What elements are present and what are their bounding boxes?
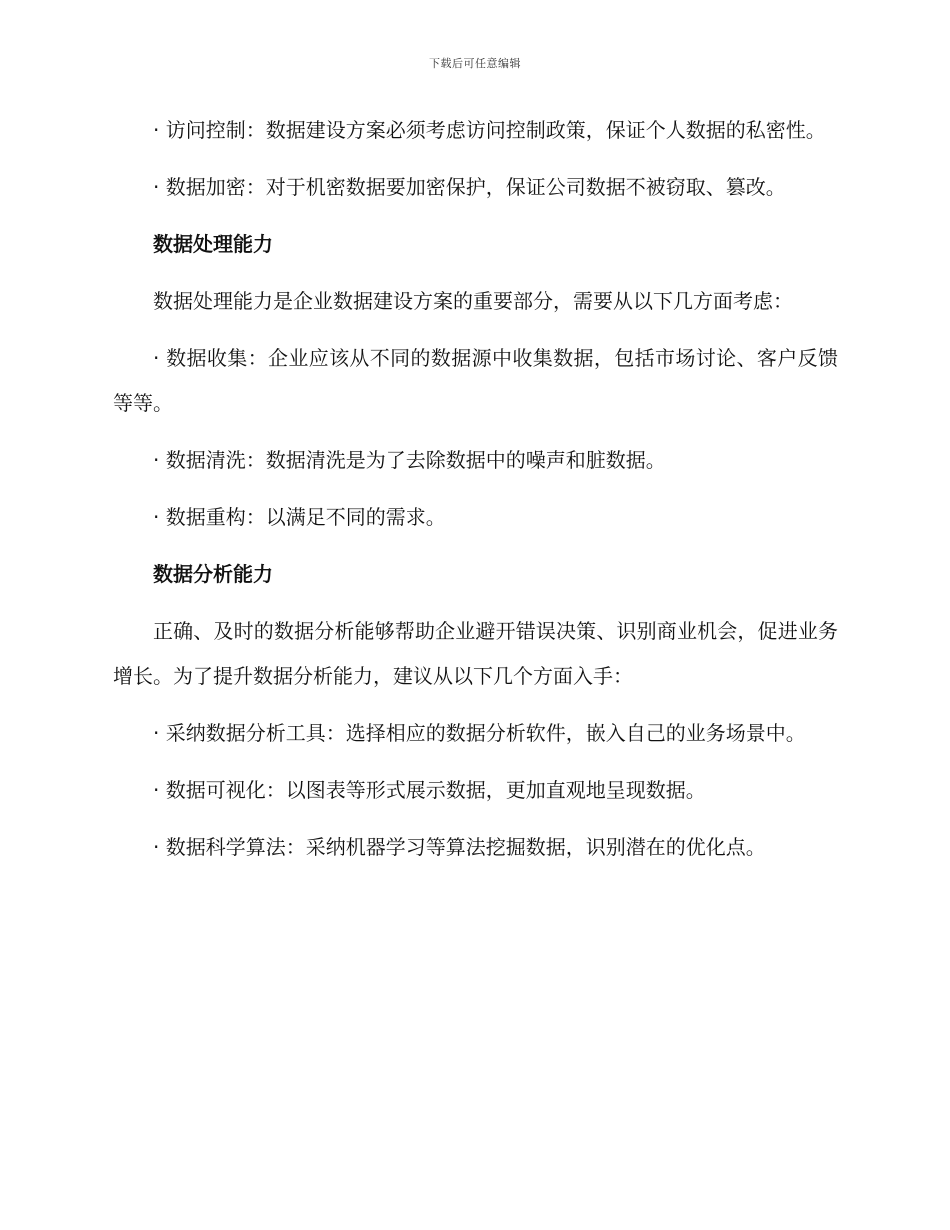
bullet-data-science-algorithms: · 数据科学算法：采纳机器学习等算法挖掘数据，识别潜在的优化点。 <box>153 835 766 859</box>
section-heading-data-analysis: 数据分析能力 <box>153 562 273 586</box>
bullet-access-control: · 访问控制：数据建设方案必须考虑访问控制政策，保证个人数据的私密性。 <box>153 118 826 142</box>
bullet-data-restructuring: · 数据重构：以满足不同的需求。 <box>153 505 446 529</box>
bullet-data-visualization: · 数据可视化：以图表等形式展示数据，更加直观地呈现数据。 <box>153 778 706 802</box>
bullet-analysis-tools: · 采纳数据分析工具：选择相应的数据分析软件，嵌入自己的业务场景中。 <box>153 721 806 745</box>
page-header: 下载后可任意编辑 <box>429 57 521 70</box>
bullet-data-encryption: · 数据加密：对于机密数据要加密保护，保证公司数据不被窃取、篡改。 <box>153 175 786 199</box>
paragraph-data-processing-intro: 数据处理能力是企业数据建设方案的重要部分，需要从以下几方面考虑： <box>153 289 793 313</box>
document-body <box>113 108 838 882</box>
bullet-data-collection: · 数据收集：企业应该从不同的数据源中收集数据，包括市场讨论、客户反馈等等。 <box>113 346 838 415</box>
paragraph-data-analysis-intro: 正确、及时的数据分析能够帮助企业避开错误决策、识别商业机会，促进业务增长。为了提升数据分析能力，建议从以下几个方面入手： <box>113 619 838 688</box>
bullet-data-cleaning: · 数据清洗：数据清洗是为了去除数据中的噪声和脏数据。 <box>153 448 666 472</box>
section-heading-data-processing: 数据处理能力 <box>153 232 273 256</box>
